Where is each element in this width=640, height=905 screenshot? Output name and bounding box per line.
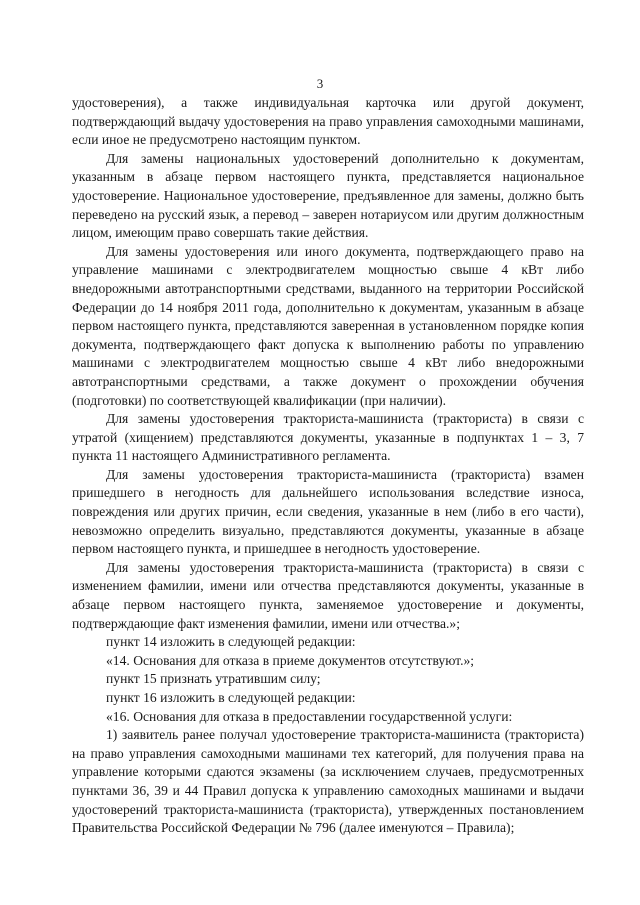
paragraph-item-14-text: «14. Основания для отказа в приеме документов отсутствуют.»; — [106, 652, 475, 668]
paragraph-name-change: Для замены удостоверения тракториста-машиниста (тракториста) в связи с изменением фамилии, имени или отчества представляются документы, указанные в абзаце первом настоящего пункта, заменяемое удостоверение и документы, подтверждающие факт изменения фамилии, имени или отчества.»; — [72, 559, 584, 631]
document-body — [72, 94, 584, 838]
paragraph-item-14-instruction: пункт 14 изложить в следующей редакции: — [106, 634, 356, 650]
paragraph-national-licenses: Для замены национальных удостоверений дополнительно к документам, указанным в абзаце первом настоящего пункта, представляется национальное удостоверение. Национальное удостоверение, предъявленное для замены, должно быть переведено на русский язык, а перевод – заверен нотариусом или другим должностным лицом, имеющим право совершать такие действия. — [72, 150, 584, 241]
paragraph-loss-theft: Для замены удостоверения тракториста-машиниста (тракториста) в связи с утратой (хищением) представляются документы, указанные в подпунктах 1 – 3, 7 пункта 11 настоящего Административного регламента. — [72, 411, 584, 464]
paragraph-item-15-instruction: пункт 15 признать утратившим силу; — [106, 671, 321, 687]
paragraph-item-16-text: «16. Основания для отказа в предоставлении государственной услуги: — [106, 708, 513, 724]
paragraph-item-16-instruction: пункт 16 изложить в следующей редакции: — [106, 690, 356, 705]
paragraph-refusal-reason-1: 1) заявитель ранее получал удостоверение тракториста-машиниста (тракториста) на право управления самоходными машинами тех категорий, для получения права на управление которыми сдаются экзамены (за исключением случаев, предусмотренных пунктами 36, 39 и 44 Правил допуска к управлению самоходных машинами и выдачи удостоверений тракториста-машиниста (тракториста), утвержденных постановлением Правительства Российской Федерации № 796 (далее именуются – Правила); — [72, 727, 584, 836]
paragraph-continuation: удостоверения), а также индивидуальная карточка или другой документ, подтверждающий выдачу удостоверения на право управления самоходными машинами, если иное не предусмотрено настоящим пунктом. — [72, 95, 584, 148]
page-number: 3 — [316, 76, 324, 91]
paragraph-electric-machines: Для замены удостоверения или иного документа, подтверждающего право на управление машинами с электродвигателем мощностью свыше 4 кВт либо внедорожными автотранспортными средствами, выданного на территории Российской Федерации до 14 ноября 2011 года, дополнительно к документам, указанным в абзаце первом настоящего пункта, представляются заверенная в установленном порядке копия документа, подтверждающего факт допуска к выполнению работы по управлению машинами с электродвигателем мощностью свыше 4 кВт либо внедорожными автотранспортными средствами, а также документ о прохождении обучения (подготовки) по соответствующей квалификации (при наличии). — [72, 243, 584, 408]
paragraph-damaged-license: Для замены удостоверения тракториста-машиниста (тракториста) взамен пришедшего в негодность для дальнейшего использования вследствие износа, повреждения или других причин, если сведения, указанные в нем (либо в его части), невозможно определить визуально, представляются документы, указанные в абзаце первом настоящего пункта, и пришедшее в негодность удостоверение. — [72, 466, 584, 557]
